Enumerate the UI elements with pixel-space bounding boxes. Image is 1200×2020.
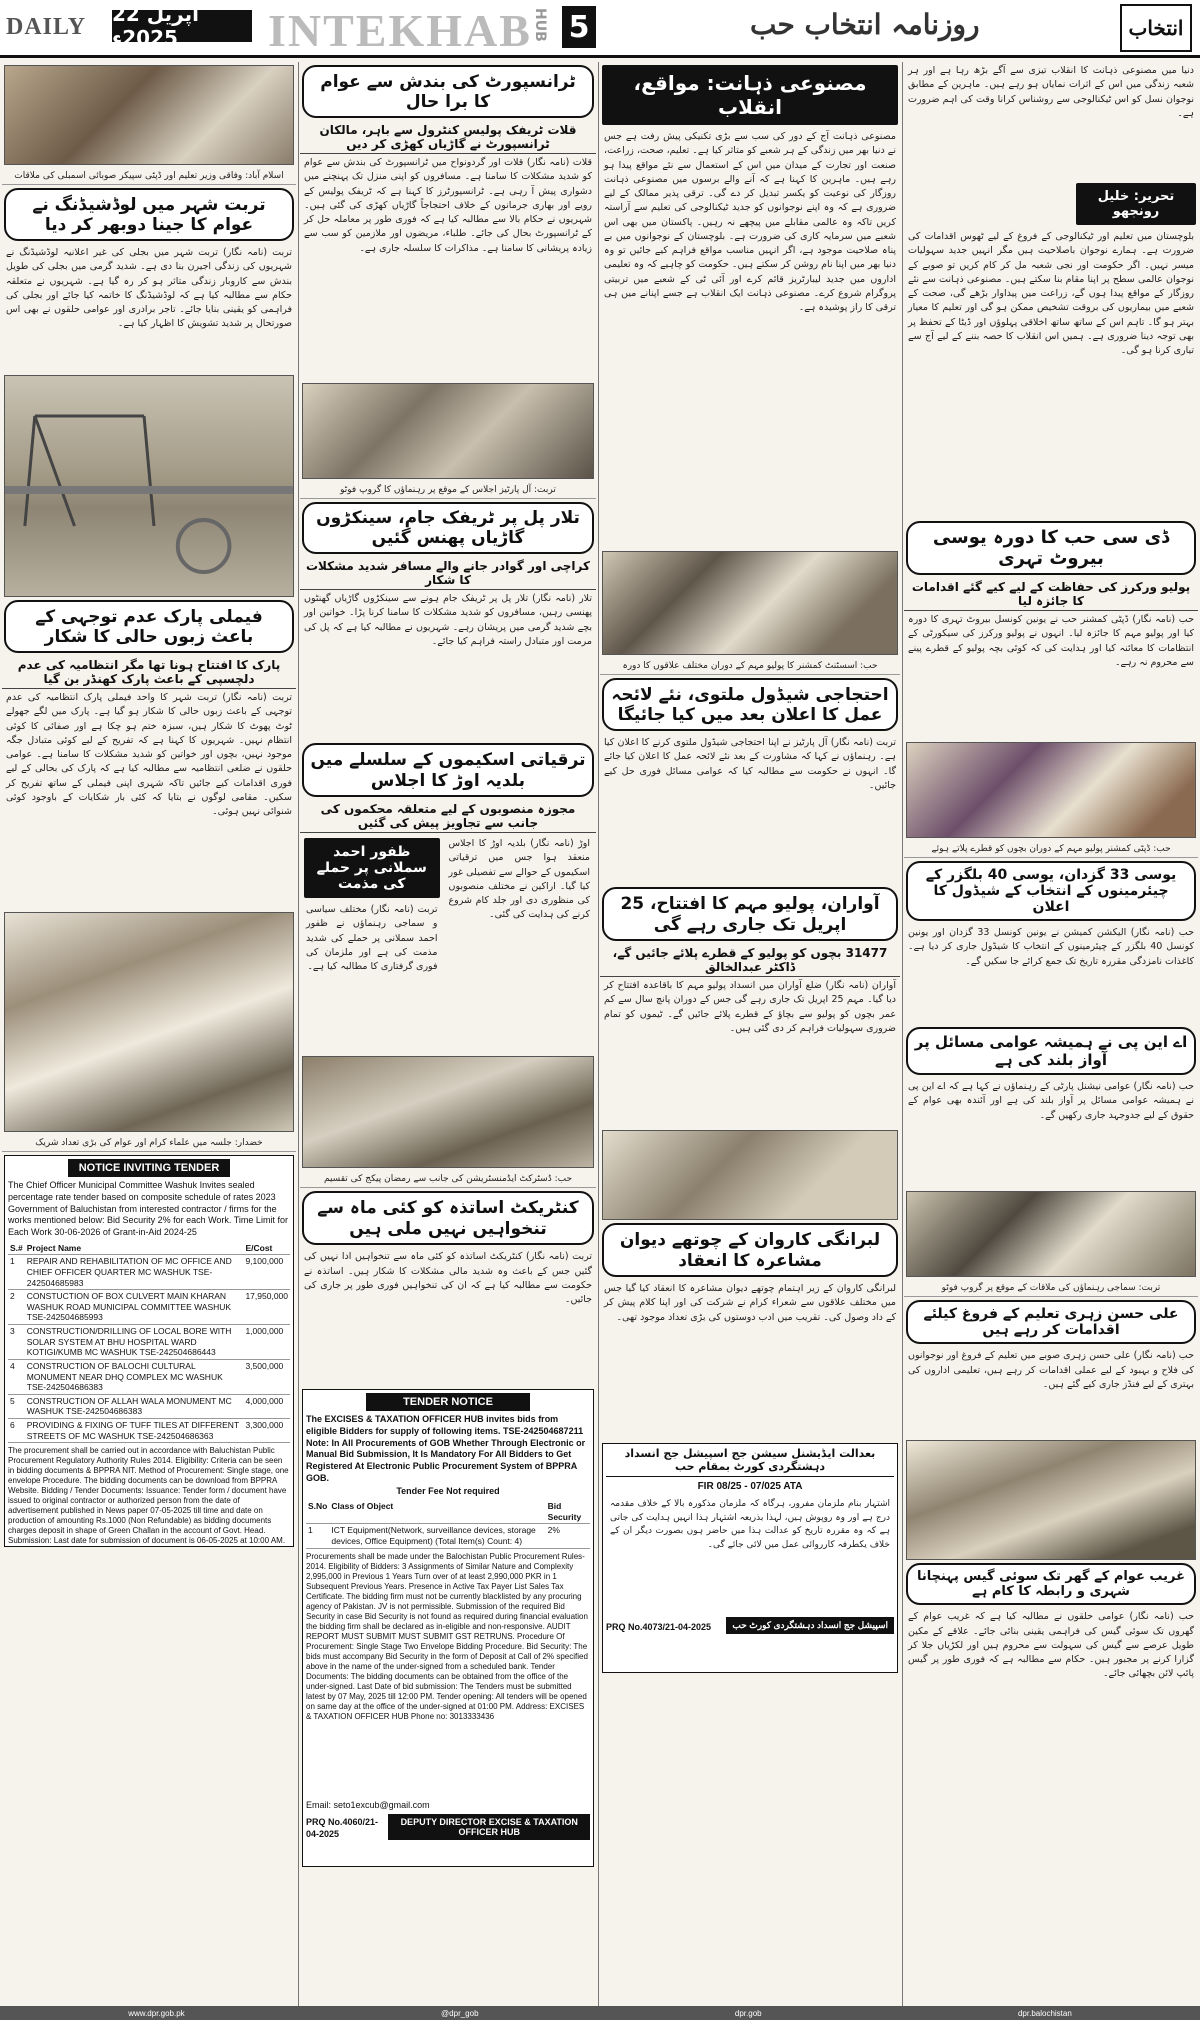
washuk-tender-row [8, 1325, 290, 1360]
washuk-tender-cell: CONSTRUCTION OF ALLAH WALA MONUMENT MC WASHUK TSE-242504686383 [25, 1394, 244, 1418]
author-tag: تحریر: خلیل رونجھو [1076, 183, 1196, 225]
article-body-ai: مصنوعی ذہانت آج کے دور کی سب سے بڑی تکنیکی پیش رفت ہے جس نے دنیا بھر میں زندگی کے ہر شعبے کو متاثر کیا ہے۔ تعلیم، صحت، زراعت، صنعت اور تجارت کے میدان میں اس کے استعمال سے نئے مواقع پیدا ہو رہے ہیں۔ ماہرین کا کہنا ہے کہ آنے والے برسوں میں مصنوعی ذہانت روزگار کی نوعیت کو یکسر تبدیل کر دے گی۔ ترقی پذیر ممالک کے لیے ضروری ہے کہ وہ اپنے نوجوانوں کو جدید ٹیکنالوجی کی تعلیم سے آراستہ کریں تاکہ وہ عالمی مقابلے میں پیچھے نہ رہیں۔ پاکستان میں بھی اس شعبے میں سرمایہ کاری کی ضرورت ہے۔ بلوچستان کے نوجوانوں میں بے پناہ صلاحیت موجود ہے، اگر انہیں مناسب مواقع فراہم کیے جائیں تو وہ دنیا بھر میں اپنا نام روشن کر سکتے ہیں۔ حکومت کو چاہیے کہ وہ تعلیمی اداروں میں جدید لیبارٹریز قائم کرے اور آئی ٹی کے شعبے میں تربیتی پروگرام شروع کرے۔ مصنوعی ذہانت ایک انقلاب ہے جسے اپنانے میں ہی ترقی کا راز پوشیدہ ہے۔ [604, 131, 896, 313]
issue-date: 22 اپریل 2025ء [112, 10, 252, 42]
headline-polio-campaign: آواران، پولیو مہم کا افتتاح، 25 اپریل تک جاری رہے گی [602, 887, 898, 941]
gathering-photo [4, 912, 294, 1132]
washuk-tender-cell: CONSTUCTION OF BOX CULVERT MAIN KHARAN WASHUK ROAD MUNICIPAL COMMITTEE WASHUK TSE-242504685993 [25, 1290, 244, 1325]
column-2 [300, 62, 596, 2016]
group-photo [906, 1191, 1196, 1277]
court-title: بعدالت ایڈیشنل سیشن جج اسپیشل جج انسداد دہشتگردی کورٹ بمقام حب [606, 1447, 894, 1477]
tender-signatory: DEPUTY DIRECTOR EXCISE & TAXATION OFFICER HUB [388, 1814, 590, 1840]
urdu-title: روزنامہ انتخاب حب [750, 8, 980, 41]
excise-tender-cell: 1 [306, 1524, 329, 1548]
tender-excise [302, 1389, 594, 1867]
headline-protest-postponed: احتجاجی شیڈول ملتوی، نئے لائحہ عمل کا اعلان بعد میں کیا جائیگا [602, 678, 898, 731]
masthead [0, 0, 1200, 58]
article-body-polio: آواران (نامہ نگار) ضلع آواران میں انسداد پولیو مہم کا باقاعدہ افتتاح کر دیا گیا۔ مہم 25 اپریل تک جاری رہے گی جس کے دوران پانچ سال سے کم عمر بچوں کو پولیو سے بچاؤ کے قطرے پلائے جائیں گے۔ ٹیموں کو تمام ضروری سہولیات فراہم کر دی گئی ہیں۔ [604, 980, 897, 1034]
court-body: اشتہار بنام ملزمان مفرور، ہرگاہ کہ ملزمان مذکورہ بالا کے خلاف مقدمہ درج ہے اور وہ روپوش ہیں، لہذا بذریعہ اشتہار ہذا انہیں ہدایت کی جاتی ہے کہ وہ مقررہ تاریخ کو عدالت ہذا میں حاضر ہوں بصورت دیگر ان کے خلاف یکطرفہ کارروائی عمل میں لائی جائے گی۔ [610, 1499, 890, 1550]
event-photo [906, 1440, 1196, 1560]
court-ad-no: PRQ No.4073/21-04-2025 [606, 1622, 712, 1633]
washuk-tender-row [8, 1255, 290, 1290]
polio-visit-photo [602, 551, 898, 655]
article-body-ai-continued: دنیا میں مصنوعی ذہانت کا انقلاب تیزی سے آگے بڑھ رہا ہے اور ہر شعبہ زندگی میں اس کے اثرات نمایاں ہو رہے ہیں۔ ماہرین کے مطابق نوجوان نسل کو اس ٹیکنالوجی سے روشناس کرانا وقت کی اہم ضرورت ہے۔ [908, 65, 1194, 119]
photo-caption: حب: ڈپٹی کمشنر پولیو مہم کے دوران بچوں کو قطرے پلاتے ہوئے [904, 841, 1198, 858]
headline-loadshedding: تربت شہر میں لوڈشیڈنگ نے عوام کا جینا دوبھر کر دیا [4, 188, 294, 241]
tender-ad-no: PRQ No.4060/21-04-2025 [306, 1816, 379, 1839]
headline-mushaira: لبرانگی کاروان کے چوتھے دیوان مشاعرہ کا انعقاد [602, 1223, 898, 1277]
washuk-tender-cell: 9,100,000 [243, 1255, 290, 1290]
washuk-tender-row [8, 1290, 290, 1325]
park-photo [4, 375, 294, 597]
headline-gas: غریب عوام کے گھر تک سوئی گیس پہنچانا شہری و رابطہ کا کام ہے [906, 1563, 1196, 1605]
footer-facebook: dpr.gob [734, 2008, 762, 2018]
daily-label: DAILY [6, 14, 87, 40]
washuk-tender-cell: 4,000,000 [243, 1394, 290, 1418]
washuk-tender-header-cell: Project Name [25, 1242, 244, 1255]
footer-bar [0, 2006, 1200, 2020]
article-body-teachers: تربت (نامہ نگار) کنٹریکٹ اساتذہ کو کئی ماہ سے تنخواہیں ادا نہیں کی گئیں جس کے باعث وہ شدید مالی مشکلات کا شکار ہیں۔ اساتذہ نے حکومت سے مطالبہ کیا ہے کہ ان کی تنخواہیں فوری طور پر جاری کی جائیں۔ [304, 1251, 592, 1306]
column-4 [904, 62, 1198, 2016]
tender-table [8, 1242, 290, 1444]
washuk-tender-cell: 3,300,000 [243, 1419, 290, 1443]
article-body-mushaira: لبرانگی کاروان کے زیر اہتمام چوتھے دیوان مشاعرہ کا انعقاد کیا گیا جس میں مختلف علاقوں سے شعراء کرام نے شرکت کی اور اپنا کلام پیش کر کے داد وصول کی۔ تقریب میں ادب دوستوں کی بڑی تعداد موجود تھی۔ [604, 1283, 896, 1323]
article-body-column: بلوچستان میں تعلیم اور ٹیکنالوجی کے فروغ کے لیے ٹھوس اقدامات کی ضرورت ہے۔ ہمارے نوجوان باصلاحیت ہیں مگر انہیں جدید سہولیات میسر نہیں۔ اگر حکومت اور نجی شعبہ مل کر کام کریں تو صوبے کے نوجوان عالمی سطح پر اپنا مقام بنا سکتے ہیں۔ مصنوعی ذہانت سے نئے روزگار کے مواقع پیدا ہوں گے، زراعت میں پیداوار بڑھے گی، صحت کے شعبے میں بیماریوں کی بروقت تشخیص ممکن ہو گی اور تعلیم کا معیار بہتر ہو گا۔ تاہم اس کے ساتھ ساتھ اخلاقی پہلوؤں اور ڈیٹا کے تحفظ پر بھی توجہ دینا ضروری ہے۔ ہمیں اس انقلاب کا حصہ بننے کے لیے آج سے تیاری کرنا ہو گی۔ [908, 231, 1194, 356]
photo-caption: حب: اسسٹنٹ کمشنر کا پولیو مہم کے دوران مختلف علاقوں کا دورہ [600, 658, 900, 675]
tender-table [306, 1500, 590, 1549]
paper-title: INTEKHAB [268, 5, 532, 56]
page-number: 5 [562, 6, 596, 48]
tender-intro: The EXCISES & TAXATION OFFICER HUB invites bids from eligible Bidders for supply of following items. TSE-242504687211 Note: In All Procurements of GOB Whether Through Electronic or Manual Bid Submission, It Is Mandatory For All Bidders to Get Registered At Electronic Public Procurement System of BPPRA GOB. [306, 1414, 586, 1483]
distribution-photo [302, 1056, 594, 1168]
washuk-tender-cell: 5 [8, 1394, 25, 1418]
tender-intro: The Chief Officer Municipal Committee Washuk Invites sealed percentage rate tender based on composite schedule of rates 2023 Government of Baluchistan from interested contractor / firms for the works mentioned below: Bid Security 2% for each Work. Time Limit for Each Work 30-06-2026 of Grant-in-Aid 2024-25 [8, 1180, 288, 1238]
washuk-tender-cell: 6 [8, 1419, 25, 1443]
photo-caption-2: حب: ڈسٹرکٹ ایڈمنسٹریشن کی جانب سے رمضان پیکج کی تقسیم [300, 1171, 596, 1188]
footer-website: www.dpr.gob.pk [128, 2008, 185, 2018]
washuk-tender-cell: 2 [8, 1290, 25, 1325]
footer-instagram: dpr.balochistan [1017, 2008, 1072, 2018]
sub-headline-dc: پولیو ورکرز کی حفاظت کے لیے کیے گئے اقدامات کا جائزہ لیا [904, 578, 1198, 611]
washuk-tender-header-cell: S.# [8, 1242, 25, 1255]
paper-city: HUB [532, 8, 548, 42]
article-body-condemnation: تربت (نامہ نگار) مختلف سیاسی و سماجی رہنماؤں نے ظفور احمد سملانی پر حملے کی شدید مذمت کی ہے اور ملزمان کی فوری گرفتاری کا مطالبہ کیا ہے۔ [306, 904, 438, 973]
washuk-tender-cell: REPAIR AND REHABILITATION OF MC OFFICE AND CHIEF OFFICER QUARTER MC WASHUK TSE-242504685983 [25, 1255, 244, 1290]
washuk-tender-cell: 1,000,000 [243, 1325, 290, 1360]
excise-tender-header-cell: Class of Object [329, 1500, 545, 1524]
sub-headline-development: مجوزہ منصوبوں کے لیے متعلقہ محکموں کی جانب سے تجاویز پیش کی گئیں [300, 800, 596, 833]
article-body-gas: حب (نامہ نگار) عوامی حلقوں نے مطالبہ کیا ہے کہ غریب عوام کے گھروں تک سوئی گیس کی فراہمی یقینی بنائی جائے۔ علاقے کے مکین طویل عرصے سے گیس کی سہولت سے محروم ہیں اور لکڑیاں جلا کر گزارا کرنے پر مجبور ہیں۔ حکام سے مطالبہ ہے کہ فوری طور پر گیس پائپ لائن بچھائی جائے۔ [908, 1611, 1194, 1680]
washuk-tender-cell: 3,500,000 [243, 1359, 290, 1394]
tender-body: Procurements shall be made under the Balochistan Public Procurement Rules-2014. Eligibility of Bidders: 3 Assignments of Similar Nature and Complexity 2,995,000 in Previous 1 Years Turn over of at least 2,990,000 PKR in 1 Subsequent Previous Years. Presence in Active Tax Payer List Sales Tax Certificate. The bidding firm must not be currently blacklisted by any procuring agency of Pakistan. JV is not permissible. Submission of the required Bid Security in case Bid Security is not found as required during financial evaluation the bidding firm shall be declared as in-eligible and non-responsive. AUDIT REPORT MUST SUBMIT MUST SUBMIT GST RETRUNS. Procedure Of Procurement: Single Stage Two Envelope Bidding Procedure. Bid Security: The bids must accompany Bid Security in the form of Deposit at Call of 2% specified above in the name of the under-signed from a scheduled bank. Tender Documents: The bidding documents can be obtained from the office of the under-signed. Last Date of bid submission: The Tenders must be submitted latest by 07 May, 2025 till 12:00 PM. Tender opening: All tenders will be opened on same day at the office of the under-signed at 01:00 PM. Address: EXCISES & TAXATION OFFICER HUB Phone no: 3013333436 [306, 1551, 588, 1721]
headline-ai: مصنوعی ذہانت: مواقع، انقلاب [602, 65, 898, 125]
headline-teachers-salary: کنٹریکٹ اساتذہ کو کئی ماہ سے تنخواہیں نہیں ملی ہیں [302, 1191, 594, 1245]
article-body-education: حب (نامہ نگار) علی حسن زہری صوبے میں تعلیم کے فروغ اور نوجوانوں کی فلاح و بہبود کے لیے عملی اقدامات کر رہے ہیں، تعلیمی اداروں کی بہتری کے لیے فنڈز جاری کیے گئے ہیں۔ [908, 1350, 1194, 1390]
washuk-tender-cell: 17,950,000 [243, 1290, 290, 1325]
tender-title: NOTICE INVITING TENDER [68, 1159, 230, 1177]
headline-development: ترقیاتی اسکیموں کے سلسلے میں بلدیہ اوڑ کا اجلاس [302, 743, 594, 797]
article-body: تربت (نامہ نگار) تربت شہر میں بجلی کی غیر اعلانیہ لوڈشیڈنگ نے شہریوں کی زندگی اجیرن بنا دی ہے۔ شدید گرمی میں بجلی کی طویل بندش سے کاروبار زندگی متاثر ہو کر رہ گیا ہے۔ شہریوں نے متعلقہ حکام سے مطالبہ کیا ہے کہ لوڈشیڈنگ کا خاتمہ کیا جائے اور بجلی کی فراہمی کو یقینی بنایا جائے۔ تاجر برادری اور عوامی حلقوں نے بھی اس صورتحال پر شدید تشویش کا اظہار کیا ہے۔ [6, 247, 292, 330]
headline-condemnation: ظفور احمد سملانی پر حملے کی مذمت [304, 838, 440, 898]
tender-title: TENDER NOTICE [366, 1393, 530, 1411]
sub-headline-traffic: کراچی اور گوادر جانے والے مسافر شدید مشکلات کا شکار [300, 557, 596, 590]
article-body-transport: قلات (نامہ نگار) قلات اور گردونواح میں ٹرانسپورٹ کی بندش سے عوام کو شدید مشکلات کا سامنا ہے۔ مسافروں کو اپنی منزل تک پہنچنے میں دشواری پیش آ رہی ہے۔ ٹرانسپورٹرز کا کہنا ہے کہ ٹریفک پولیس کے رویے اور بھاری جرمانوں کے خلاف احتجاجاً گاڑیاں کھڑی کی گئی ہیں۔ شہریوں نے حکام بالا سے مطالبہ کیا ہے کہ فوری طور پر معاملہ حل کر کے ٹرانسپورٹ بحال کی جائے۔ طلباء، مریضوں اور ملازمین کو سب سے زیادہ پریشانی کا سامنا ہے۔ مذاکرات کا سلسلہ جاری ہے۔ [304, 157, 592, 254]
excise-tender-cell: ICT Equipment(Network, surveillance devices, storage devices, Office Equipment) (Total Item(s) Count: 4) [329, 1524, 545, 1548]
washuk-tender-row [8, 1359, 290, 1394]
polio-drops-photo [906, 742, 1196, 838]
school-photo [602, 1130, 898, 1220]
meeting-photo [4, 65, 294, 165]
headline-transport: ٹرانسپورٹ کی بندش سے عوام کا برا حال [302, 65, 594, 118]
washuk-tender-row [8, 1394, 290, 1418]
column-1 [2, 62, 296, 2016]
washuk-tender-cell: PROVIDING & FIXING OF TUFF TILES AT DIFFERENT STREETS OF MC WASHUK TSE-242504686363 [25, 1419, 244, 1443]
headline-traffic-jam: تلار پل پر ٹریفک جام، سینکڑوں گاڑیاں پھنس گئیں [302, 502, 594, 554]
headline-dc-visit: ڈی سی حب کا دورہ یوسی بیروٹ تہری [906, 521, 1196, 575]
excise-tender-header-cell: S.No [306, 1500, 329, 1524]
washuk-tender-cell: 1 [8, 1255, 25, 1290]
meeting-photo-2 [302, 383, 594, 479]
excise-tender-header-cell: Bid Security [546, 1500, 590, 1524]
headline-election-schedule: یوسی 33 گزدان، یوسی 40 بلگزر کے چیئرمینوں کے انتخاب کے شیڈول کا اعلان [906, 861, 1196, 921]
court-notice [602, 1443, 898, 1673]
photo-caption-2: تربت: سماجی رہنماؤں کی ملاقات کے موقع پر گروپ فوٹو [904, 1280, 1198, 1297]
court-signatory: اسپیشل جج انسداد دہشتگردی کورٹ حب [726, 1617, 894, 1634]
article-body-protest: تربت (نامہ نگار) آل پارٹیز نے اپنا احتجاجی شیڈول ملتوی کرنے کا اعلان کیا ہے۔ رہنماؤں نے کہا کہ مشاورت کے بعد نئے لائحہ عمل کا اعلان کیا جائے گا۔ انہوں نے حکومت سے مطالبہ کیا کہ عوامی مسائل فوری حل کیے جائیں۔ [604, 737, 896, 791]
tender-body: The procurement shall be carried out in accordance with Baluchistan Public Procurement Regulatory Authority Rules 2014. Eligibility: Criteria can be seen in bidding documents & BPPRA NIT. Method of Procurement: Single stage, one envelope Procedure. The bidding documents can be download from BPPRA Website. Bidding / Tender Documents: Issuance: Tender form / document have issued to original contractor or authorized person from the date of advertisement published in News paper 07-05-2025 till time and date on production of amounting Rs.1000 (Non Refundable) as bidding documents charges deposit in shape of Green Challan in the account of Govt. Head. Submission: Last date for submission of document is 06-05-2025 at 10:00 AM. [8, 1446, 289, 1546]
tender-email: Email: seto1excub@gmail.com [306, 1799, 430, 1810]
headline-anp: اے این پی نے ہمیشہ عوامی مسائل پر آواز بلند کی ہے [906, 1027, 1196, 1075]
tender-washuk [4, 1155, 294, 1547]
paper-logo: انتخاب [1120, 4, 1192, 52]
sub-headline-transport: قلات ٹریفک پولیس کنٹرول سے باہر، مالکان ٹرانسپورٹ نے گاڑیاں کھڑی کر دیں [300, 121, 596, 154]
court-case: FIR 08/25 - 07/025 ATA [697, 1481, 803, 1493]
article-body-anp: حب (نامہ نگار) عوامی نیشنل پارٹی کے رہنماؤں نے کہا ہے کہ اے این پی نے ہمیشہ عوامی مسائل پر آواز بلند کی ہے اور آئندہ بھی عوام کے حقوق کے لیے جدوجہد جاری رکھیں گے۔ [908, 1081, 1194, 1121]
headline-family-park: فیملی پارک عدم توجہی کے باعث زبوں حالی کا شکار [4, 600, 294, 653]
column-3 [600, 62, 900, 2016]
washuk-tender-row [8, 1419, 290, 1443]
article-body-development: اوڑ (نامہ نگار) بلدیہ اوڑ کا اجلاس منعقد ہوا جس میں ترقیاتی اسکیموں کے حوالے سے تفصیلی غور کیا گیا۔ اراکین نے مختلف منصوبوں کی منظوری دی اور جلد کام شروع کرنے کی ہدایت کی گئی۔ [448, 838, 590, 921]
article-body-election: حب (نامہ نگار) الیکشن کمیشن نے یونین کونسل 33 گزدان اور یونین کونسل 40 بلگزر کے چیئرمینوں کے انتخاب کا شیڈول جاری کر دیا ہے۔ کاغذات نامزدگی مقررہ تاریخ تک جمع کرائے جا سکیں گے۔ [908, 927, 1195, 967]
washuk-tender-header-cell: E/Cost [243, 1242, 290, 1255]
photo-caption-2: خضدار: جلسہ میں علماء کرام اور عوام کی بڑی تعداد شریک [2, 1135, 296, 1152]
sub-headline-polio: 31477 بچوں کو پولیو کے قطرے پلائے جائیں گے، ڈاکٹر عبدالخالق [600, 944, 900, 977]
tender-fee: Tender Fee Not required [396, 1486, 500, 1497]
excise-tender-row [306, 1524, 590, 1548]
washuk-tender-cell: CONSTRUCTION OF BALOCHI CULTURAL MONUMENT NEAR DHQ COMPLEX MC WASHUK TSE-242504686383 [25, 1359, 244, 1394]
washuk-tender-cell: 3 [8, 1325, 25, 1360]
headline-education: علی حسن زہری تعلیم کے فروغ کیلئے اقدامات کر رہے ہیں [906, 1300, 1196, 1344]
washuk-tender-cell: 4 [8, 1359, 25, 1394]
washuk-tender-cell: CONSTRUCTION/DRILLING OF LOCAL BORE WITH SOLAR SYSTEM AT BHU HOSPITAL WARD KOTIGI/KUMB MC WASHUK TSE-242504686443 [25, 1325, 244, 1360]
footer-twitter: @dpr_gob [441, 2008, 479, 2018]
article-body-dc: حب (نامہ نگار) ڈپٹی کمشنر حب نے یونین کونسل بیروٹ تہری کا دورہ کیا اور پولیو مہم کا جائزہ لیا۔ انہوں نے پولیو ورکرز کی سیکورٹی کے انتظامات کا معائنہ کیا اور ہدایت کی کہ کوئی بچہ پولیو کے قطرے پینے سے محروم نہ رہے۔ [908, 614, 1194, 668]
photo-caption: تربت: آل پارٹیز اجلاس کے موقع پر رہنماؤں کا گروپ فوٹو [300, 482, 596, 499]
excise-tender-cell: 2% [546, 1524, 590, 1548]
photo-caption: اسلام آباد: وفاقی وزیر تعلیم اور ڈپٹی سپیکر صوبائی اسمبلی کی ملاقات [2, 168, 296, 185]
sub-headline-park: پارک کا افتتاح ہونا تھا مگر انتظامیہ کی عدم دلچسپی کے باعث پارک کھنڈر بن گیا [2, 656, 296, 689]
article-body-traffic: تلار (نامہ نگار) تلار پل پر ٹریفک جام ہونے سے سینکڑوں گاڑیاں گھنٹوں پھنسی رہیں، مسافروں کو شدید مشکلات کا سامنا کرنا پڑا۔ خواتین اور بچے شدید گرمی میں پریشان رہے۔ شہریوں نے مطالبہ کیا ہے کہ پل کی مرمت اور متبادل راستہ فراہم کیا جائے۔ [304, 593, 592, 647]
article-body-park: تربت (نامہ نگار) تربت شہر کا واحد فیملی پارک انتظامیہ کی عدم توجہی کے باعث زبوں حالی کا شکار ہو گیا ہے۔ پارک میں لگے جھولے ٹوٹ پھوٹ کا شکار ہیں، سبزہ ختم ہو چکا ہے اور صفائی کا کوئی انتظام نہیں۔ شہریوں کا کہنا ہے کہ تفریح کے لیے کوئی متبادل جگہ موجود نہیں، بچوں اور خواتین کو شدید مشکلات کا سامنا ہے۔ عوامی حلقوں نے ضلعی انتظامیہ سے مطالبہ کیا ہے کہ پارک کی بحالی کے لیے فوری اقدامات کیے جائیں تاکہ شہری اپنی فیملی کے ساتھ تفریح کر سکیں۔ مقامی لوگوں نے بتایا کہ کئی بار شکایات کے باوجود کوئی شنوائی نہیں ہوئی۔ [6, 692, 292, 818]
